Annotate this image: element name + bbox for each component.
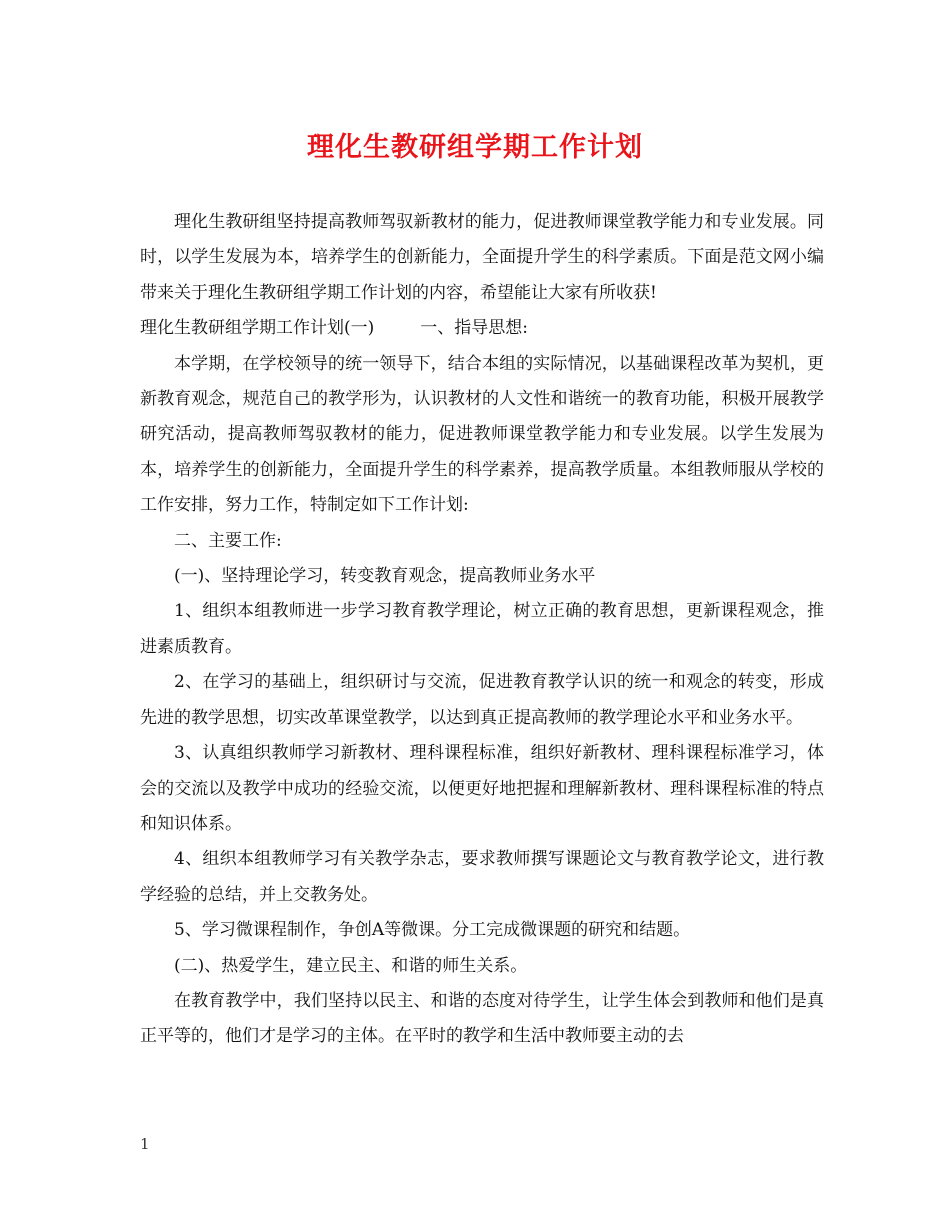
list-item-2: 2、在学习的基础上，组织研讨与交流，促进教育教学认识的统一和观念的转变，形成先进的教学思想，切实改革课堂教学，以达到真正提高教师的教学理论水平和业务水平。 [140, 672, 824, 728]
list-item-5: 5、学习微课程制作，争创A等微课。分工完成微课题的研究和结题。 [174, 920, 691, 941]
section-2-heading: 二、主要工作: [174, 530, 282, 551]
list-item-1: 1、组织本组教师进一步学习教育教学理论，树立正确的教育思想，更新课程观念，推进素质教育。 [140, 601, 824, 657]
intro-paragraph: 理化生教研组坚持提高教师驾驭新教材的能力，促进教师课堂教学能力和专业发展。同时，以学生发展为本，培养学生的创新能力，全面提升学生的科学素质。下面是范文网小编带来关于理化生教研组学期工作计划的内容，希望能让大家有所收获! [140, 212, 824, 303]
section-1-heading: 一、指导思想: [420, 318, 528, 339]
subsection-1-heading: (一)、坚持理论学习，转变教育观念，提高教师业务水平 [174, 566, 596, 587]
list-item-4: 4、组织本组教师学习有关教学杂志，要求教师撰写课题论文与教育教学论文，进行教学经验的总结，并上交教务处。 [140, 849, 824, 905]
list-item-3: 3、认真组织教师学习新教材、理科课程标准，组织好新教材、理科课程标准学习，体会的交流以及教学中成功的经验交流，以便更好地把握和理解新教材、理科课程标准的特点和知识体系。 [140, 743, 824, 834]
plan-heading: 理化生教研组学期工作计划(一) [140, 318, 375, 339]
subsection-2-heading: (二)、热爱学生，建立民主、和谐的师生关系。 [174, 955, 528, 976]
page-number: 1 [140, 1135, 150, 1153]
document-body [140, 205, 824, 1055]
subsection-2-paragraph: 在教育教学中，我们坚持以民主、和谐的态度对待学生，让学生体会到教师和他们是真正平等的，他们才是学习的主体。在平时的教学和生活中教师要主动的去 [140, 990, 824, 1047]
document-title: 理化生教研组学期工作计划 [307, 132, 643, 163]
plan-heading-line [140, 311, 824, 346]
section-1-paragraph: 本学期，在学校领导的统一领导下，结合本组的实际情况，以基础课程改革为契机，更新教育观念，规范自己的教学形为，认识教材的人文性和谐统一的教育功能，积极开展教学研究活动，提高教师驾驭教材的能力，促进教师课堂教学能力和专业发展。以学生发展为本，培养学生的创新能力，全面提升学生的科学素养，提高教学质量。本组教师服从学校的工作安排，努力工作，特制定如下工作计划: [140, 353, 824, 516]
